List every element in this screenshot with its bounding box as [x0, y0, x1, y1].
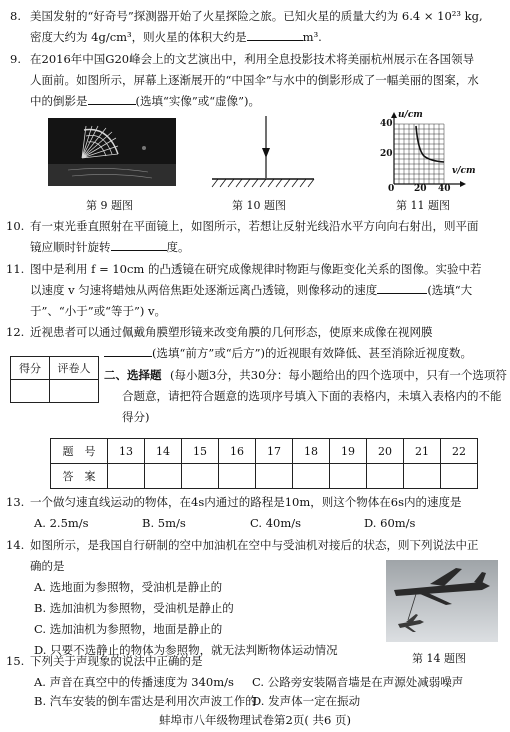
answer-cell[interactable] [441, 464, 478, 489]
answer-table [50, 438, 478, 489]
question-number-label: 题 号 [51, 439, 108, 464]
q10-line1: 有一束光垂直照射在平面镜上，如图所示，若想让反射光线沿水平方向向右射出，则平面 [30, 219, 479, 233]
score-label: 得分 [11, 357, 50, 380]
answer-label: 答 案 [51, 464, 108, 489]
question-number: 14 [145, 439, 182, 464]
q13-option-a: A. 2.5m/s [34, 516, 89, 530]
answer-table-header-row [51, 439, 478, 464]
q11-line2b: (选填“大 [427, 283, 473, 297]
answer-cell[interactable] [293, 464, 330, 489]
question-number: 17 [256, 439, 293, 464]
q8-line2a: 密度大约为 4g/cm³，则火星的体积大约是 [30, 30, 247, 44]
q9-number: 9. [10, 52, 21, 66]
answer-cell[interactable] [182, 464, 219, 489]
graph-x-tick-0: 0 [388, 184, 395, 194]
answer-cell[interactable] [219, 464, 256, 489]
figure-10-caption: 第 10 题图 [232, 199, 286, 212]
answer-blank [104, 344, 152, 357]
q10-number: 10. [6, 219, 25, 233]
question-number: 18 [293, 439, 330, 464]
q13-stem: 一个做匀速直线运动的物体，在4s内通过的路程是10m，则这个物体在6s内的速度是 [30, 495, 462, 509]
q11-number: 11. [6, 262, 25, 276]
page-footer: 蚌埠市八年级物理试卷第2页( 共6 页) [159, 713, 351, 727]
q14-option-b: B. 选加油机为参照物，受油机是静止的 [34, 601, 234, 615]
answer-table-answer-row [51, 464, 478, 489]
question-number: 13 [108, 439, 145, 464]
score-box [10, 356, 99, 403]
q14-number: 14. [6, 538, 25, 552]
q8-number: 8. [10, 9, 21, 23]
question-number: 15 [182, 439, 219, 464]
figure-14-caption: 第 14 题图 [412, 652, 466, 665]
q15-option-a: A. 声音在真空中的传播速度为 340m/s [34, 675, 234, 689]
q12-number: 12. [6, 325, 25, 339]
q14-option-c: C. 选加油机为参照物，地面是静止的 [34, 622, 223, 636]
grader-label: 评卷人 [50, 357, 99, 380]
q15-option-b: B. 汽车安装的倒车雷达是利用次声波工作的 [34, 694, 257, 708]
section-2-line2: 合题意，请把符合题意的选项序号填入下面的表格内，未填入表格内的不能 [122, 389, 502, 403]
q10-line2a: 镜应顺时针旋转 [30, 240, 111, 254]
graph-y-label: u/cm [398, 110, 423, 120]
section-2-line3: 得分) [122, 410, 150, 424]
q9-line3a: 中的倒影是 [30, 94, 88, 108]
section-2-line1: (每小题3分，共30分：每小题给出的四个选项中，只有一个选项符 [170, 368, 507, 382]
q14-option-d: D. 只要不选静止的物体为参照物，就无法判断物体运动情况 [34, 643, 338, 657]
grader-cell[interactable] [50, 380, 99, 403]
figure-11-caption: 第 11 题图 [396, 199, 450, 212]
question-number: 21 [404, 439, 441, 464]
answer-cell[interactable] [330, 464, 367, 489]
graph-y-tick-40: 40 [380, 119, 393, 129]
answer-cell[interactable] [367, 464, 404, 489]
q14-option-a: A. 选地面为参照物，受油机是静止的 [34, 580, 223, 594]
q11-line2a: 以速度 v 匀速将蜡烛从两倍焦距处逐渐远离凸透镜，则像移动的速度 [30, 283, 378, 297]
refueling-image [386, 560, 498, 642]
answer-blank [247, 28, 303, 41]
q9-line3b: (选填“实像”或“虚像”)。 [135, 94, 260, 108]
graph-y-tick-20: 20 [380, 149, 393, 159]
graph-x-label: v/cm [452, 166, 476, 176]
question-number: 19 [330, 439, 367, 464]
answer-blank [111, 238, 167, 251]
q15-number: 15. [6, 654, 25, 668]
answer-blank [88, 92, 136, 105]
q13-option-b: B. 5m/s [142, 516, 186, 530]
score-cell[interactable] [11, 380, 50, 403]
answer-cell[interactable] [404, 464, 441, 489]
q12-line2b: (选填“前方”或“后方”)的近视眼有效降低、甚至消除近视度数。 [152, 346, 472, 360]
answer-cell[interactable] [108, 464, 145, 489]
umbrella-image [48, 118, 176, 186]
graph-x-tick-20: 20 [414, 184, 427, 194]
q14-line2: 确的是 [30, 559, 65, 573]
answer-cell[interactable] [256, 464, 293, 489]
section-2-heading: 二、选择题 [104, 368, 162, 382]
answer-blank [377, 281, 427, 294]
q9-line1: 在2016年中国G20峰会上的文艺演出中，利用全息投影技术将美丽杭州展示在各国领导 [30, 52, 475, 66]
question-number: 22 [441, 439, 478, 464]
q8-line1: 美国发射的“好奇号”探测器开始了火星探险之旅。已知火星的质量大约为 6.4 × 10²³ kg, [30, 9, 483, 23]
q13-option-d: D. 60m/s [364, 516, 416, 530]
q11-line3: 于”、“小于”或“等于”) v。 [30, 304, 167, 318]
q15-option-c: C. 公路旁安装隔音墙是在声源处减弱噪声 [252, 675, 464, 689]
refueling-photo [386, 560, 498, 642]
mirror-diagram [208, 112, 318, 192]
q13-number: 13. [6, 495, 25, 509]
q11-line1: 图中是利用 f = 10cm 的凸透镜在研究成像规律时物距与像距变化关系的图像。实验中若 [30, 262, 482, 276]
umbrella-photo [48, 118, 176, 186]
question-number: 16 [219, 439, 256, 464]
q8-line2b: m³. [302, 30, 322, 44]
answer-cell[interactable] [145, 464, 182, 489]
q15-stem: 下列关于声现象的说法中正确的是 [30, 654, 203, 668]
q13-option-c: C. 40m/s [250, 516, 302, 530]
q14-line1: 如图所示，是我国自行研制的空中加油机在空中与受油机对接后的状态，则下列说法中正 [30, 538, 479, 552]
q15-option-d: D. 发声体一定在振动 [252, 694, 361, 708]
q12-line1: 近视患者可以通过佩戴角膜塑形镜来改变角膜的几何形态，使原来成像在视网膜 [30, 325, 433, 339]
q9-line2: 人面前。如图所示，屏幕上逐渐展开的“中国伞”与水中的倒影形成了一幅美丽的图案，水 [30, 73, 479, 87]
q10-line2b: 度。 [166, 240, 190, 254]
question-number: 20 [367, 439, 404, 464]
graph-x-tick-40: 40 [438, 184, 451, 194]
figure-9-caption: 第 9 题图 [86, 199, 133, 212]
